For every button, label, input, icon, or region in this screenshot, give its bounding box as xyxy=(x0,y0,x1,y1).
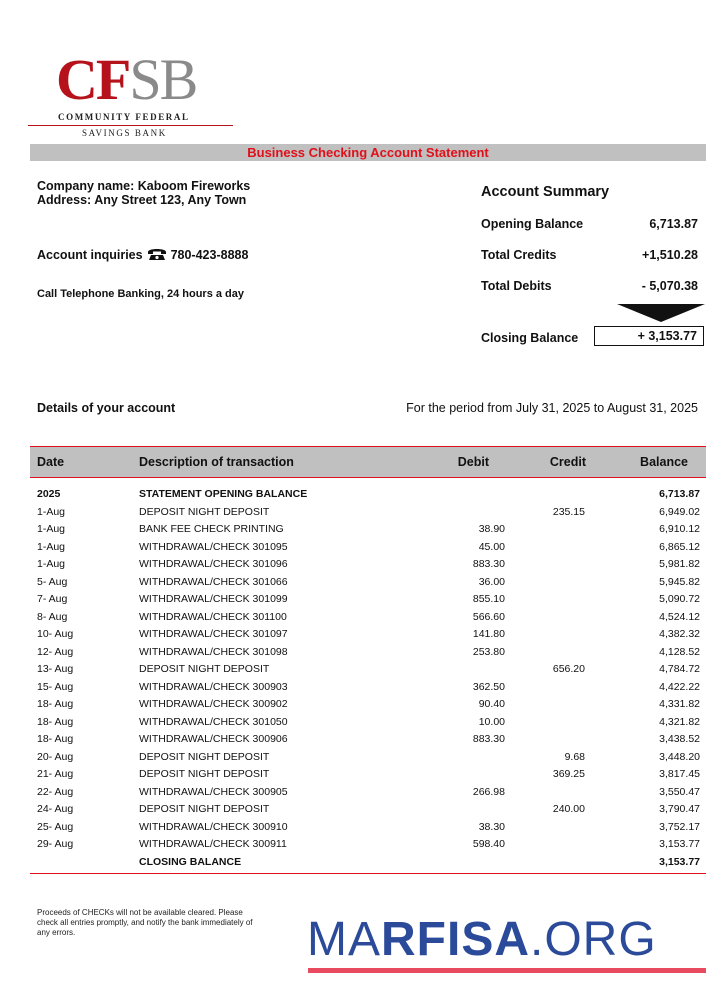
cell-date: 18- Aug xyxy=(37,733,74,745)
cell-credit: 235.15 xyxy=(552,505,585,518)
cell-balance: 3,790.47 xyxy=(659,803,700,815)
cell-date: 7- Aug xyxy=(37,593,68,605)
cell-balance: 4,784.72 xyxy=(659,663,700,675)
cell-credit: 9.68 xyxy=(564,750,585,763)
cell-balance: 6,865.12 xyxy=(659,540,700,553)
cell-description: DEPOSIT NIGHT DEPOSIT xyxy=(139,768,270,780)
table-row xyxy=(30,521,706,539)
account-summary-title: Account Summary xyxy=(481,184,610,200)
cell-date: 18- Aug xyxy=(37,715,74,728)
cell-balance: 6,949.02 xyxy=(659,505,700,518)
cell-description: WITHDRAWAL/CHECK 301050 xyxy=(139,715,288,728)
logo-rule xyxy=(28,125,233,126)
cell-balance: 3,817.45 xyxy=(659,768,700,780)
cell-balance: 3,153.77 xyxy=(659,855,700,868)
cell-date: 15- Aug xyxy=(37,680,74,693)
cell-debit: 38.90 xyxy=(478,523,505,535)
table-row xyxy=(30,504,706,522)
company-info xyxy=(37,179,250,207)
cell-date: 8- Aug xyxy=(37,610,68,623)
cell-debit: 38.30 xyxy=(478,820,505,833)
header-date: Date xyxy=(37,455,65,469)
cell-date: 1-Aug xyxy=(37,540,66,553)
inquiries-label: Account inquiries xyxy=(37,248,143,262)
cell-debit: 566.60 xyxy=(472,610,505,623)
details-label: Details of your account xyxy=(37,401,176,415)
table-row xyxy=(30,801,706,819)
cell-date: 18- Aug xyxy=(37,698,74,710)
cell-balance: 5,945.82 xyxy=(659,575,700,588)
transactions-table xyxy=(30,446,706,874)
cell-date: 12- Aug xyxy=(37,645,74,658)
table-row xyxy=(30,784,706,802)
header-credit: Credit xyxy=(549,455,586,469)
cell-description: WITHDRAWAL/CHECK 300905 xyxy=(139,785,288,798)
table-row xyxy=(30,836,706,854)
table-row xyxy=(30,556,706,574)
cell-balance: 6,713.87 xyxy=(659,488,700,500)
account-inquiries xyxy=(37,247,248,264)
table-header xyxy=(30,446,706,478)
cell-balance: 4,524.12 xyxy=(659,610,700,623)
cell-balance: 3,438.52 xyxy=(659,733,700,745)
logo-line-savings-bank: SAVINGS BANK xyxy=(82,128,167,138)
cell-description: WITHDRAWAL/CHECK 301098 xyxy=(139,645,288,658)
cell-description: WITHDRAWAL/CHECK 301100 xyxy=(139,610,287,623)
total-credits-value: +1,510.28 xyxy=(642,248,698,262)
cell-balance: 4,422.22 xyxy=(659,680,700,693)
table-row xyxy=(30,854,706,872)
bank-logo xyxy=(28,47,238,142)
cell-debit: 90.40 xyxy=(478,698,505,710)
cell-description: WITHDRAWAL/CHECK 301066 xyxy=(139,575,288,588)
cell-description: DEPOSIT NIGHT DEPOSIT xyxy=(139,663,270,675)
cell-debit: 10.00 xyxy=(478,715,505,728)
opening-balance-value: 6,713.87 xyxy=(649,217,698,231)
cell-description: WITHDRAWAL/CHECK 300906 xyxy=(139,733,288,745)
logo-line-community-federal: COMMUNITY FEDERAL xyxy=(58,112,190,122)
cell-debit: 362.50 xyxy=(472,680,505,693)
telephone-icon xyxy=(147,247,167,264)
cell-description: WITHDRAWAL/CHECK 300902 xyxy=(139,698,288,710)
cell-description: WITHDRAWAL/CHECK 301099 xyxy=(139,593,288,605)
cell-description: DEPOSIT NIGHT DEPOSIT xyxy=(139,505,270,518)
cell-date: 10- Aug xyxy=(37,628,74,640)
watermark-text: MARFISA.ORG xyxy=(307,913,657,966)
opening-balance-label: Opening Balance xyxy=(481,217,584,231)
cell-balance: 3,550.47 xyxy=(659,785,700,798)
cell-balance: 3,153.77 xyxy=(659,838,700,850)
table-row xyxy=(30,486,706,504)
cell-balance: 5,981.82 xyxy=(659,558,700,570)
table-body xyxy=(30,486,706,871)
watermark-underline xyxy=(308,968,706,973)
cell-debit: 855.10 xyxy=(472,593,505,605)
header-description: Description of transaction xyxy=(139,455,294,469)
cell-balance: 4,382.32 xyxy=(659,628,700,640)
cell-date: 29- Aug xyxy=(37,838,74,850)
cell-debit: 266.98 xyxy=(472,785,505,798)
cell-debit: 883.30 xyxy=(472,733,505,745)
table-row xyxy=(30,539,706,557)
telephone-banking-note: Call Telephone Banking, 24 hours a day xyxy=(37,288,245,300)
table-row xyxy=(30,626,706,644)
company-address: Address: Any Street 123, Any Town xyxy=(37,193,247,207)
inquiries-phone[interactable]: 780-423-8888 xyxy=(170,248,249,262)
table-row xyxy=(30,591,706,609)
cell-description: WITHDRAWAL/CHECK 301097 xyxy=(139,628,288,640)
table-row xyxy=(30,644,706,662)
cell-date: 21- Aug xyxy=(37,768,74,780)
cell-description: WITHDRAWAL/CHECK 300911 xyxy=(139,838,287,850)
table-row xyxy=(30,731,706,749)
table-bottom-rule xyxy=(30,873,706,874)
header-debit: Debit xyxy=(457,455,489,469)
table-row xyxy=(30,679,706,697)
table-row xyxy=(30,766,706,784)
table-row xyxy=(30,696,706,714)
table-row xyxy=(30,714,706,732)
cell-date: 1-Aug xyxy=(37,558,66,570)
logo-mark: CFSB xyxy=(56,47,197,112)
cell-date: 20- Aug xyxy=(37,750,74,763)
cell-balance: 3,752.17 xyxy=(659,820,700,833)
cell-debit: 45.00 xyxy=(478,540,505,553)
cell-date: 22- Aug xyxy=(37,785,74,798)
cell-balance: 5,090.72 xyxy=(659,593,700,605)
cell-balance: 3,448.20 xyxy=(659,750,700,763)
cell-credit: 656.20 xyxy=(552,663,585,675)
total-debits-value: - 5,070.38 xyxy=(641,279,698,293)
cell-description: BANK FEE CHECK PRINTING xyxy=(139,523,284,535)
cell-balance: 6,910.12 xyxy=(659,523,700,535)
statement-period: For the period from July 31, 2025 to August 31, 2025 xyxy=(406,401,698,415)
cell-date: 25- Aug xyxy=(37,820,74,833)
cell-credit: 369.25 xyxy=(552,768,585,780)
cell-description: WITHDRAWAL/CHECK 301096 xyxy=(139,558,288,570)
footnote: Proceeds of CHECKs will not be available cleared. Please check all entries promptly, and notify the bank immediately of any errors. xyxy=(37,908,253,937)
cell-date: 2025 xyxy=(37,488,61,500)
closing-balance-label: Closing Balance xyxy=(481,331,579,345)
cell-balance: 4,128.52 xyxy=(659,645,700,658)
statement-title-bar: Business Checking Account Statement xyxy=(30,144,706,161)
table-row xyxy=(30,661,706,679)
cell-description: STATEMENT OPENING BALANCE xyxy=(139,488,308,500)
total-credits-label: Total Credits xyxy=(481,248,557,262)
cell-date: 5- Aug xyxy=(37,575,68,588)
down-arrow-icon xyxy=(617,304,705,327)
table-row xyxy=(30,749,706,767)
cell-date: 24- Aug xyxy=(37,803,74,815)
cell-credit: 240.00 xyxy=(552,803,585,815)
cell-date: 1-Aug xyxy=(37,505,66,518)
cell-description: WITHDRAWAL/CHECK 300903 xyxy=(139,680,288,693)
company-name: Company name: Kaboom Fireworks xyxy=(37,179,251,193)
table-row xyxy=(30,609,706,627)
cell-debit: 141.80 xyxy=(472,628,505,640)
cell-date: 1-Aug xyxy=(37,523,66,535)
cell-balance: 4,331.82 xyxy=(659,698,700,710)
cell-date: 13- Aug xyxy=(37,663,74,675)
cell-debit: 36.00 xyxy=(478,575,505,588)
cell-description: WITHDRAWAL/CHECK 301095 xyxy=(139,540,288,553)
closing-balance-value: + 3,153.77 xyxy=(594,326,704,346)
total-debits-label: Total Debits xyxy=(481,279,552,293)
cell-description: CLOSING BALANCE xyxy=(139,855,242,868)
cell-description: WITHDRAWAL/CHECK 300910 xyxy=(139,820,288,833)
table-row xyxy=(30,574,706,592)
cell-debit: 253.80 xyxy=(472,645,505,658)
table-row xyxy=(30,819,706,837)
cell-balance: 4,321.82 xyxy=(659,715,700,728)
cell-description: DEPOSIT NIGHT DEPOSIT xyxy=(139,803,270,815)
cell-debit: 598.40 xyxy=(472,838,505,850)
cell-debit: 883.30 xyxy=(472,558,505,570)
header-balance: Balance xyxy=(640,455,688,469)
cell-description: DEPOSIT NIGHT DEPOSIT xyxy=(139,750,270,763)
